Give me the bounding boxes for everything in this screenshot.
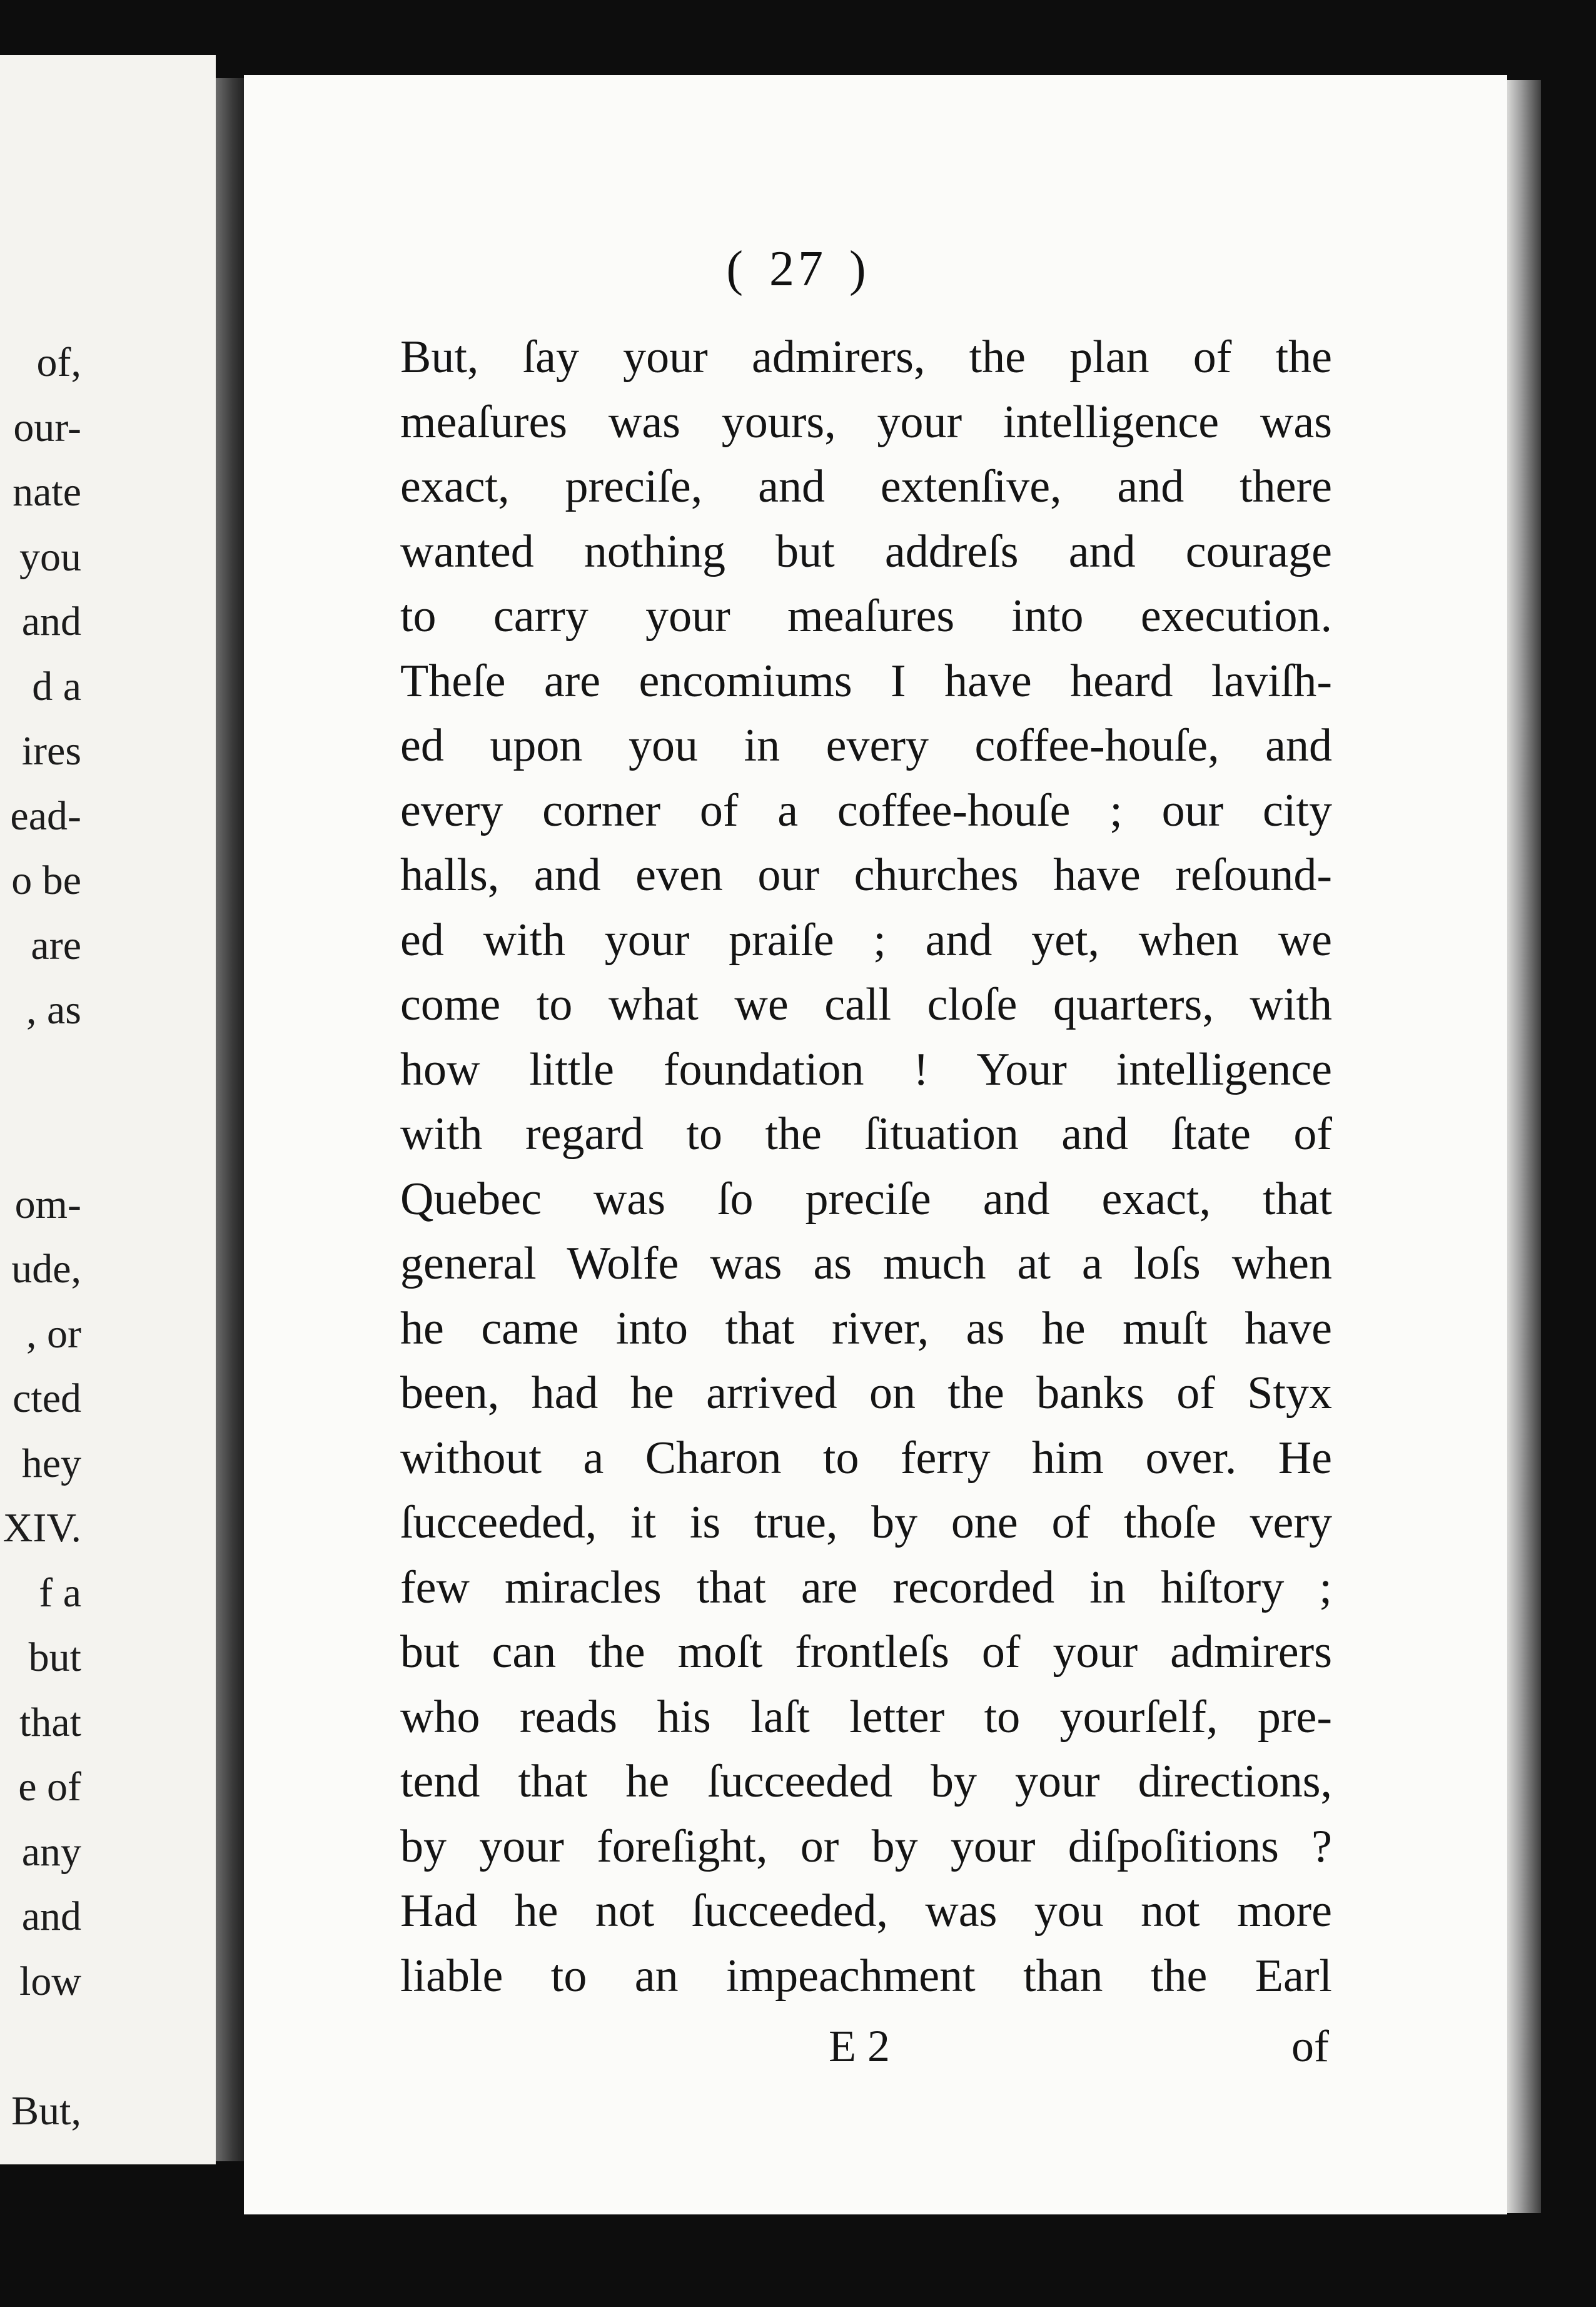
text-line: few miracles that are recorded in hiſtory ; [400, 1561, 1332, 1613]
page-edge [1507, 80, 1541, 2213]
left-page-line: nate [13, 469, 81, 515]
text-line: general Wolfe was as much at a loſs when [400, 1238, 1332, 1289]
signature-mark: E 2 [829, 2021, 890, 2071]
catchword: of [1291, 2021, 1329, 2071]
left-page-line: low [19, 1958, 81, 2004]
left-page-line: om- [14, 1181, 81, 1227]
text-line: been, had he arrived on the banks of Styx [400, 1367, 1332, 1419]
left-page-line: ead- [10, 793, 81, 839]
text-line: Had he not ſucceeded, was you not more [400, 1885, 1332, 1937]
left-page-line: o be [11, 858, 81, 903]
left-page-line: , or [26, 1311, 81, 1357]
text-line: with regard to the ſituation and ſtate of [400, 1108, 1332, 1160]
left-page-line [0, 2014, 81, 2079]
body-text [400, 325, 1332, 2009]
text-line: Theſe are encomiums I have heard laviſh- [400, 655, 1332, 707]
text-line: how little foundation ! Your intelligence [400, 1043, 1332, 1095]
left-page-line: that [19, 1699, 81, 1745]
text-line: meaſures was yours, your intelligence was [400, 396, 1332, 448]
left-page-line: our- [13, 404, 81, 450]
text-line: to carry your meaſures into execution. [400, 591, 1332, 642]
left-page-line: you [19, 534, 81, 580]
left-page-line: and [21, 599, 81, 644]
left-page-line [0, 1043, 81, 1108]
left-page-line: But, [11, 2087, 81, 2134]
page-number [0, 241, 1596, 298]
text-line: who reads his laſt letter to yourſelf, pre- [400, 1691, 1332, 1743]
page-number-open: ( [726, 241, 747, 297]
text-line: liable to an impeachment than the Earl [400, 1950, 1332, 2002]
left-page-line: XIV. [3, 1505, 81, 1551]
left-page-text [0, 330, 81, 2143]
left-page-line: but [28, 1635, 81, 1680]
left-page-line: of, [36, 340, 81, 385]
left-page-line: hey [21, 1440, 81, 1486]
text-line: exact, preciſe, and extenſive, and there [400, 461, 1332, 512]
page-number-close: ) [849, 241, 870, 297]
text-line: halls, and even our churches have reſound- [400, 849, 1332, 901]
text-line: but can the moſt frontleſs of your admirers [400, 1626, 1332, 1678]
text-line: ed upon you in every coffee-houſe, and [400, 720, 1332, 771]
text-line: every corner of a coffee-houſe ; our city [400, 784, 1332, 836]
text-line: tend that he ſucceeded by your directions, [400, 1756, 1332, 1807]
left-page-line: are [31, 922, 81, 968]
text-line: by your foreſight, or by your diſpoſitions ? [400, 1820, 1332, 1872]
left-page-line: e of [18, 1764, 81, 1810]
text-line: wanted nothing but addreſs and courage [400, 525, 1332, 577]
left-page-line: , as [26, 987, 81, 1033]
text-line: ed with your praiſe ; and yet, when we [400, 914, 1332, 966]
left-page-line: f a [39, 1569, 81, 1616]
left-page-line: cted [13, 1376, 81, 1421]
text-line: come to what we call cloſe quarters, with [400, 979, 1332, 1030]
left-page-line: any [21, 1828, 81, 1875]
book-gutter [216, 78, 244, 2161]
left-page-line [0, 1107, 81, 1172]
left-facing-page [0, 55, 216, 2164]
left-page-line: and [21, 1894, 81, 1939]
left-page-line: ires [21, 728, 81, 774]
left-page-line: ude, [11, 1246, 81, 1292]
page-number-value: 27 [769, 241, 827, 297]
left-page-line: d a [32, 663, 81, 709]
text-line: without a Charon to ferry him over. He [400, 1432, 1332, 1484]
text-line: he came into that river, as he muſt have [400, 1302, 1332, 1354]
text-line: ſucceeded, it is true, by one of thoſe very [400, 1497, 1332, 1548]
text-line: Quebec was ſo preciſe and exact, that [400, 1173, 1332, 1225]
text-line: But, ſay your admirers, the plan of the [400, 332, 1332, 383]
